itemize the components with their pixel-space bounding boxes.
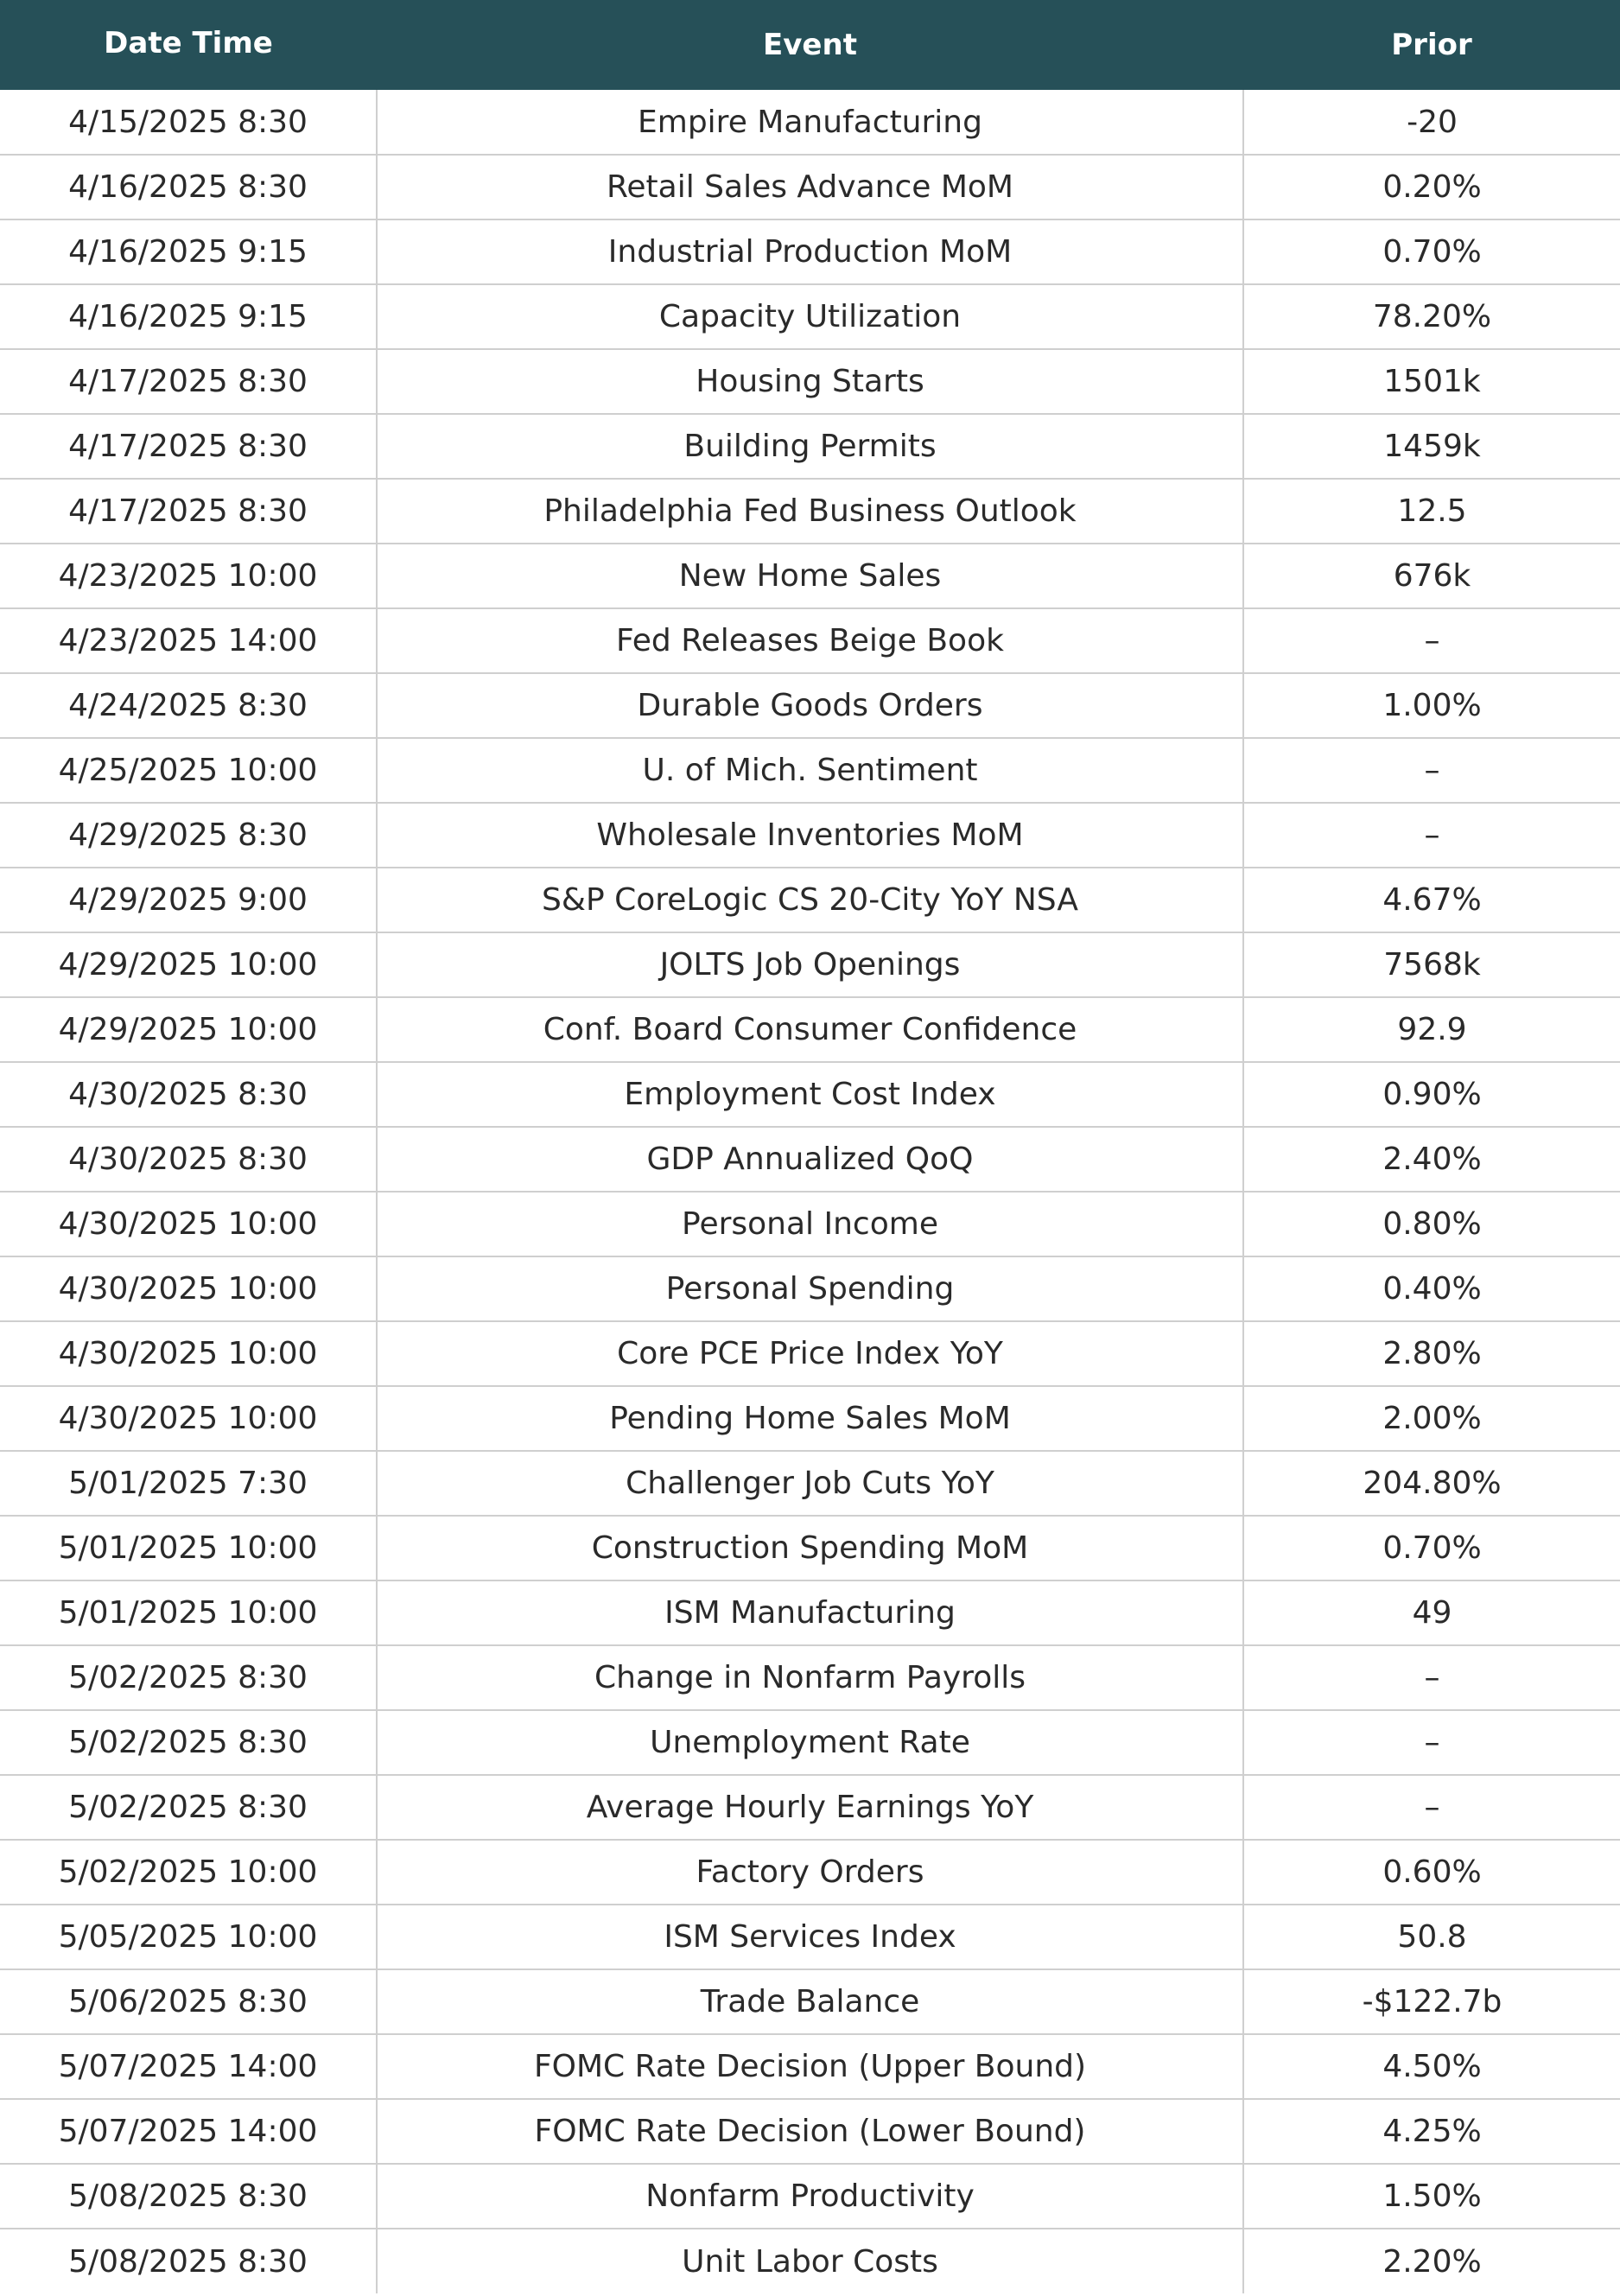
cell-event: Nonfarm Productivity	[377, 2164, 1243, 2229]
cell-event: Challenger Job Cuts YoY	[377, 1451, 1243, 1516]
cell-event: FOMC Rate Decision (Lower Bound)	[377, 2099, 1243, 2164]
table-header	[0, 0, 1620, 90]
cell-date-time: 4/25/2025 10:00	[0, 738, 377, 803]
cell-date-time: 4/29/2025 10:00	[0, 997, 377, 1062]
cell-date-time: 4/16/2025 8:30	[0, 155, 377, 219]
cell-event: Housing Starts	[377, 349, 1243, 414]
cell-date-time: 5/07/2025 14:00	[0, 2034, 377, 2099]
table-row	[0, 1386, 1620, 1451]
table-row	[0, 2034, 1620, 2099]
cell-event: Empire Manufacturing	[377, 90, 1243, 155]
column-header-event: Event	[377, 0, 1243, 90]
cell-event: Wholesale Inventories MoM	[377, 803, 1243, 868]
cell-date-time: 5/07/2025 14:00	[0, 2099, 377, 2164]
cell-event: FOMC Rate Decision (Upper Bound)	[377, 2034, 1243, 2099]
cell-prior: 676k	[1243, 544, 1620, 608]
cell-event: S&P CoreLogic CS 20-City YoY NSA	[377, 868, 1243, 932]
table-row	[0, 1905, 1620, 1969]
cell-date-time: 5/02/2025 8:30	[0, 1645, 377, 1710]
cell-date-time: 4/29/2025 10:00	[0, 932, 377, 997]
cell-prior: 2.20%	[1243, 2229, 1620, 2293]
cell-prior: 49	[1243, 1580, 1620, 1645]
cell-event: Employment Cost Index	[377, 1062, 1243, 1127]
cell-event: Conf. Board Consumer Confidence	[377, 997, 1243, 1062]
table-row	[0, 2229, 1620, 2293]
cell-date-time: 4/29/2025 9:00	[0, 868, 377, 932]
table-row	[0, 1192, 1620, 1256]
cell-prior: 204.80%	[1243, 1451, 1620, 1516]
table-row	[0, 1256, 1620, 1321]
column-header-prior: Prior	[1243, 0, 1620, 90]
table-row	[0, 414, 1620, 479]
cell-prior: 0.40%	[1243, 1256, 1620, 1321]
cell-date-time: 5/05/2025 10:00	[0, 1905, 377, 1969]
cell-date-time: 4/30/2025 8:30	[0, 1127, 377, 1192]
cell-event: Philadelphia Fed Business Outlook	[377, 479, 1243, 544]
cell-prior: –	[1243, 1775, 1620, 1840]
table-row	[0, 1321, 1620, 1386]
cell-event: Retail Sales Advance MoM	[377, 155, 1243, 219]
cell-prior: 1.50%	[1243, 2164, 1620, 2229]
cell-date-time: 4/23/2025 14:00	[0, 608, 377, 673]
table-row	[0, 284, 1620, 349]
cell-prior: –	[1243, 1710, 1620, 1775]
table-row	[0, 1127, 1620, 1192]
cell-date-time: 5/01/2025 7:30	[0, 1451, 377, 1516]
cell-event: Building Permits	[377, 414, 1243, 479]
cell-prior: 1459k	[1243, 414, 1620, 479]
table-row	[0, 868, 1620, 932]
table-row	[0, 479, 1620, 544]
cell-event: ISM Services Index	[377, 1905, 1243, 1969]
cell-event: JOLTS Job Openings	[377, 932, 1243, 997]
table-row	[0, 1710, 1620, 1775]
cell-prior: 92.9	[1243, 997, 1620, 1062]
cell-event: Durable Goods Orders	[377, 673, 1243, 738]
cell-prior: 4.50%	[1243, 2034, 1620, 2099]
table-row	[0, 349, 1620, 414]
cell-prior: 0.80%	[1243, 1192, 1620, 1256]
column-header-date-time: Date Time	[0, 0, 377, 90]
cell-prior: 78.20%	[1243, 284, 1620, 349]
table-row	[0, 1645, 1620, 1710]
cell-event: U. of Mich. Sentiment	[377, 738, 1243, 803]
cell-date-time: 4/15/2025 8:30	[0, 90, 377, 155]
cell-date-time: 4/29/2025 8:30	[0, 803, 377, 868]
table-row	[0, 932, 1620, 997]
cell-prior: 4.67%	[1243, 868, 1620, 932]
cell-date-time: 4/30/2025 10:00	[0, 1192, 377, 1256]
cell-date-time: 4/17/2025 8:30	[0, 479, 377, 544]
cell-prior: 0.20%	[1243, 155, 1620, 219]
cell-prior: 50.8	[1243, 1905, 1620, 1969]
cell-prior: 2.00%	[1243, 1386, 1620, 1451]
cell-event: Core PCE Price Index YoY	[377, 1321, 1243, 1386]
table-row	[0, 1062, 1620, 1127]
cell-prior: 0.90%	[1243, 1062, 1620, 1127]
cell-prior: -$122.7b	[1243, 1969, 1620, 2034]
cell-event: Trade Balance	[377, 1969, 1243, 2034]
cell-date-time: 5/02/2025 8:30	[0, 1710, 377, 1775]
cell-prior: -20	[1243, 90, 1620, 155]
cell-date-time: 4/30/2025 10:00	[0, 1256, 377, 1321]
table-row	[0, 1451, 1620, 1516]
cell-event: GDP Annualized QoQ	[377, 1127, 1243, 1192]
cell-date-time: 5/08/2025 8:30	[0, 2164, 377, 2229]
table-row	[0, 1840, 1620, 1905]
cell-date-time: 5/01/2025 10:00	[0, 1516, 377, 1580]
cell-date-time: 4/16/2025 9:15	[0, 219, 377, 284]
table-row	[0, 219, 1620, 284]
cell-prior: 7568k	[1243, 932, 1620, 997]
cell-prior: 0.70%	[1243, 1516, 1620, 1580]
cell-event: Personal Income	[377, 1192, 1243, 1256]
cell-event: ISM Manufacturing	[377, 1580, 1243, 1645]
cell-date-time: 4/17/2025 8:30	[0, 414, 377, 479]
cell-date-time: 5/06/2025 8:30	[0, 1969, 377, 2034]
cell-event: Unemployment Rate	[377, 1710, 1243, 1775]
table-row	[0, 803, 1620, 868]
cell-event: Pending Home Sales MoM	[377, 1386, 1243, 1451]
cell-prior: 2.80%	[1243, 1321, 1620, 1386]
cell-date-time: 4/30/2025 8:30	[0, 1062, 377, 1127]
cell-event: Unit Labor Costs	[377, 2229, 1243, 2293]
table-row	[0, 1516, 1620, 1580]
cell-event: Factory Orders	[377, 1840, 1243, 1905]
table-row	[0, 738, 1620, 803]
cell-prior: 4.25%	[1243, 2099, 1620, 2164]
table-row	[0, 1969, 1620, 2034]
cell-date-time: 5/08/2025 8:30	[68, 2243, 308, 2280]
table-row	[0, 2099, 1620, 2164]
cell-event: Change in Nonfarm Payrolls	[377, 1645, 1243, 1710]
cell-event: Capacity Utilization	[377, 284, 1243, 349]
cell-date-time: 4/30/2025 10:00	[0, 1321, 377, 1386]
cell-prior: 0.60%	[1243, 1840, 1620, 1905]
cell-prior: 12.5	[1243, 479, 1620, 544]
header-row	[0, 0, 1620, 90]
cell-prior: –	[1243, 608, 1620, 673]
table-row	[0, 997, 1620, 1062]
cell-event: Industrial Production MoM	[377, 219, 1243, 284]
cell-prior: 2.40%	[1243, 1127, 1620, 1192]
cell-prior: 0.70%	[1243, 219, 1620, 284]
cell-prior: 1501k	[1243, 349, 1620, 414]
table-row	[0, 544, 1620, 608]
cell-date-time: 4/16/2025 9:15	[0, 284, 377, 349]
table-row	[0, 1580, 1620, 1645]
cell-date-time: 4/17/2025 8:30	[0, 349, 377, 414]
cell-event: Construction Spending MoM	[377, 1516, 1243, 1580]
table-row	[0, 608, 1620, 673]
table-row	[0, 155, 1620, 219]
cell-date-time: 5/02/2025 8:30	[0, 1775, 377, 1840]
cell-date-time: 4/30/2025 10:00	[0, 1386, 377, 1451]
cell-event: New Home Sales	[377, 544, 1243, 608]
table-body	[0, 90, 1620, 2293]
table-row	[0, 1775, 1620, 1840]
table-row	[0, 2164, 1620, 2229]
cell-prior: –	[1243, 738, 1620, 803]
cell-date-time: 4/23/2025 10:00	[0, 544, 377, 608]
cell-date-time: 5/02/2025 10:00	[0, 1840, 377, 1905]
cell-prior: –	[1243, 1645, 1620, 1710]
cell-event: Average Hourly Earnings YoY	[377, 1775, 1243, 1840]
cell-event: Fed Releases Beige Book	[377, 608, 1243, 673]
table-row	[0, 673, 1620, 738]
cell-prior: 1.00%	[1243, 673, 1620, 738]
cell-prior: –	[1243, 803, 1620, 868]
cell-date-time: 5/01/2025 10:00	[0, 1580, 377, 1645]
cell-date-time: 4/24/2025 8:30	[0, 673, 377, 738]
cell-event: Personal Spending	[377, 1256, 1243, 1321]
table-row	[0, 90, 1620, 155]
